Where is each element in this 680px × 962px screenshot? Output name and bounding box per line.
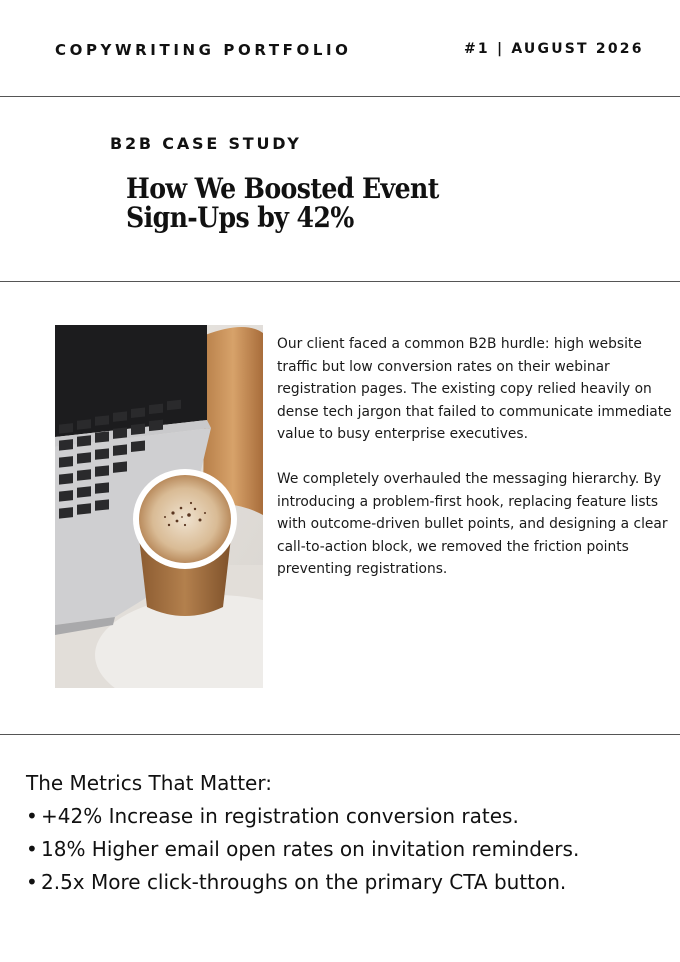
brand-title: COPYWRITING PORTFOLIO <box>55 41 352 59</box>
metrics-section <box>26 767 666 899</box>
page-title <box>126 174 546 232</box>
metric-item: • 18% Higher email open rates on invitation reminders. <box>26 833 666 866</box>
issue-date: #1 | AUGUST 2026 <box>464 41 644 57</box>
body-paragraph-2: We completely overhauled the messaging hierarchy. By introducing a problem-first hook, replacing feature lists with outcome-driven bullet points, and designing a clear call-to-action block, we removed the friction points preventing registrations. <box>277 470 668 578</box>
laptop-and-coffee-photo-icon <box>55 325 263 688</box>
divider-middle <box>0 281 680 282</box>
metrics-list <box>26 800 666 899</box>
divider-top <box>0 96 680 97</box>
metric-item: • +42% Increase in registration conversion rates. <box>26 800 666 833</box>
metric-item: • 2.5x More click-throughs on the primary CTA button. <box>26 866 666 899</box>
laptop-coffee-photo <box>55 325 263 688</box>
body-paragraph-1: Our client faced a common B2B hurdle: high website traffic but low conversion rates on their webinar registration pages. The existing copy relied heavily on dense tech jargon that failed to communicate immediate value to busy enterprise executives. <box>277 336 672 443</box>
page-title-line-2: Sign-Ups by 42% <box>126 201 354 234</box>
case-study-label: B2B CASE STUDY <box>110 134 302 153</box>
divider-bottom <box>0 734 680 735</box>
case-study-body <box>277 333 680 581</box>
metrics-heading: The Metrics That Matter: <box>26 771 272 795</box>
page-header <box>0 0 680 97</box>
page-title-line-1: How We Boosted Event <box>126 172 439 205</box>
